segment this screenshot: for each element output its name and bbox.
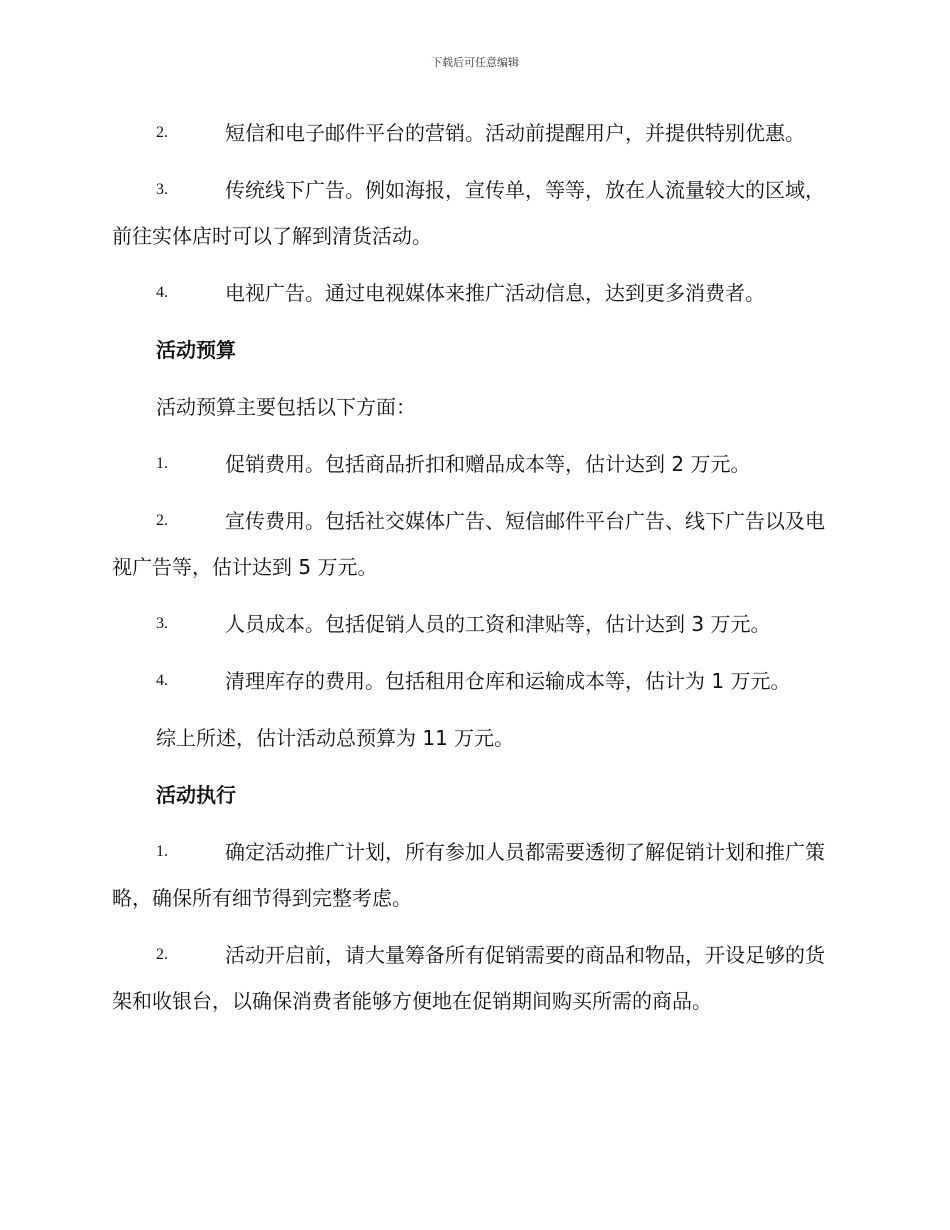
section-heading-budget: 活动预算 [156,338,236,362]
list-item [112,441,837,487]
list-item-number: 3. [156,181,168,198]
list-item [112,498,837,590]
list-item-number: 4. [156,284,168,301]
list-item [112,270,837,316]
list-item-number: 2. [156,512,168,529]
list-item [112,829,837,921]
page-header: 下载后可任意编辑 [431,56,519,69]
list-item-text: 清理库存的费用。包括租用仓库和运输成本等，估计为 1 万元。 [225,669,791,693]
list-item-text: 宣传费用。包括社交媒体广告、短信邮件平台广告、线下广告以及电视广告等，估计达到 5 万元。 [112,509,825,579]
list-item [112,110,837,156]
list-item-number: 4. [156,672,168,689]
list-item-text: 短信和电子邮件平台的营销。活动前提醒用户，并提供特别优惠。 [225,121,805,145]
list-item [112,601,837,647]
list-item-number: 3. [156,615,168,632]
list-item-text: 电视广告。通过电视媒体来推广活动信息，达到更多消费者。 [225,281,765,305]
list-item [112,932,837,1024]
list-item-text: 确定活动推广计划，所有参加人员都需要透彻了解促销计划和推广策略，确保所有细节得到完整考虑。 [112,840,825,910]
list-item-number: 2. [156,946,168,963]
list-item-number: 1. [156,843,168,860]
list-item-text: 人员成本。包括促销人员的工资和津贴等，估计达到 3 万元。 [225,612,771,636]
budget-summary: 综上所述，估计活动总预算为 11 万元。 [156,726,515,750]
list-item-number: 2. [156,124,168,141]
document-body [112,110,837,1035]
list-item-text: 传统线下广告。例如海报，宣传单，等等，放在人流量较大的区域，前往实体店时可以了解到清货活动。 [112,178,825,248]
list-item-number: 1. [156,455,168,472]
list-item [112,167,837,259]
budget-intro: 活动预算主要包括以下方面： [156,395,416,419]
list-item-text: 促销费用。包括商品折扣和赠品成本等，估计达到 2 万元。 [225,452,751,476]
list-item-text: 活动开启前，请大量筹备所有促销需要的商品和物品，开设足够的货架和收银台，以确保消费者能够方便地在促销期间购买所需的商品。 [112,943,825,1013]
section-heading-execution: 活动执行 [156,783,236,807]
list-item [112,658,837,704]
